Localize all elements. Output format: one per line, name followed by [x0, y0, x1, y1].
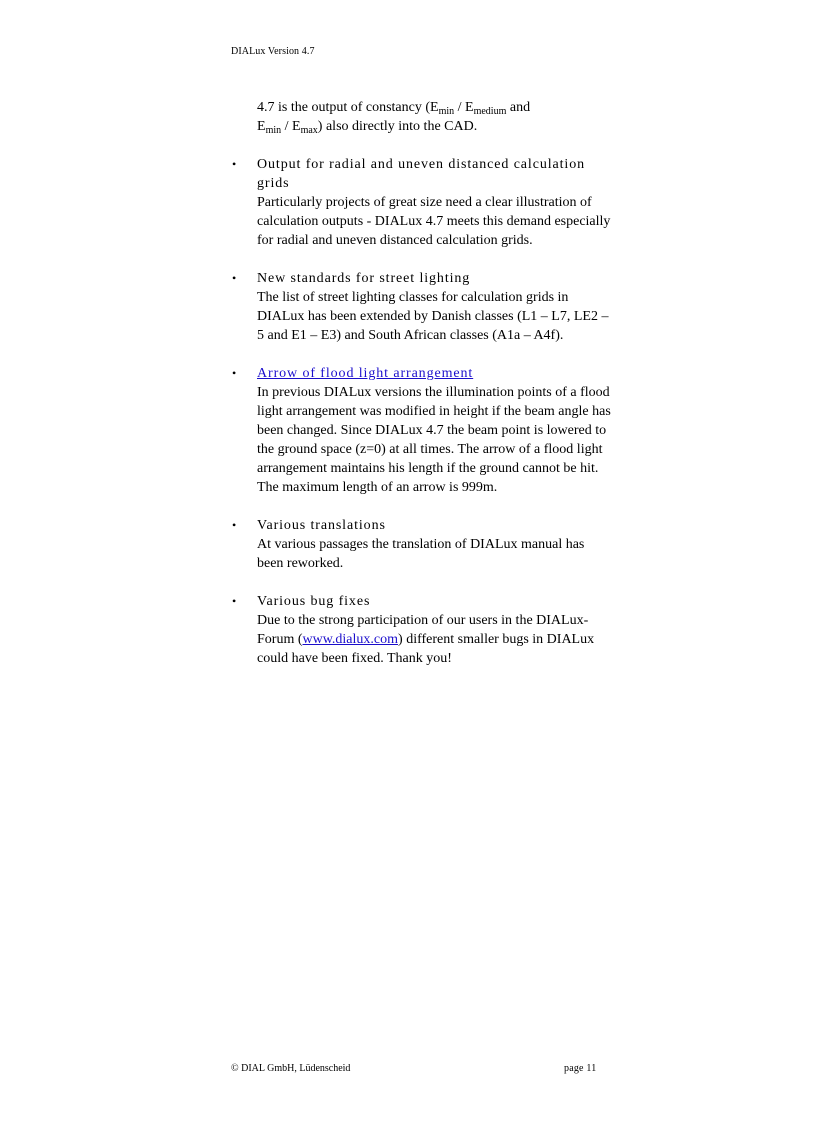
dialux-website-link[interactable]: www.dialux.com — [302, 632, 399, 647]
bullet-icon: • — [232, 271, 237, 285]
feature-list — [231, 155, 611, 668]
intro-line-1 — [257, 98, 611, 117]
item-title: Various translations — [257, 518, 386, 533]
list-item — [231, 516, 611, 573]
document-body — [231, 98, 611, 668]
list-item — [231, 155, 611, 250]
list-item — [231, 269, 611, 345]
subscript-min: min — [438, 106, 455, 117]
page-number: page 11 — [564, 1063, 597, 1074]
item-body-text: ) different smaller bugs in DIALux could have been fixed. Thank you! — [257, 632, 595, 666]
item-body: At various passages the translation of DIALux manual has been reworked. — [257, 537, 585, 571]
item-title: New standards for street lighting — [257, 271, 471, 286]
item-title: Various bug fixes — [257, 594, 371, 609]
bullet-icon: • — [232, 157, 237, 171]
subscript-medium: medium — [473, 106, 507, 117]
intro-paragraph — [257, 98, 611, 136]
subscript-max: max — [300, 125, 318, 136]
page-header: DIALux Version 4.7 — [231, 46, 315, 57]
intro-text: / E — [454, 100, 474, 115]
bullet-icon: • — [232, 518, 237, 532]
item-title: Output for radial and uneven distanced calculation grids — [257, 157, 586, 191]
flood-light-arrow-link[interactable]: Arrow of flood light arrangement — [257, 366, 474, 381]
subscript-min: min — [265, 125, 282, 136]
item-body: The list of street lighting classes for calculation grids in DIALux has been extended by Danish classes (L1 – L7, LE2 – 5 and E1 – E3) and South African classes (A1a – A4f). — [257, 290, 609, 343]
footer-copyright: © DIAL GmbH, Lüdenscheid — [231, 1063, 351, 1074]
item-body-text: Due to the strong participation of our users in the DIALux-Forum ( — [257, 613, 589, 647]
intro-text: E — [257, 119, 266, 134]
intro-text: / E — [281, 119, 301, 134]
intro-text: ) also directly into the CAD. — [317, 119, 478, 134]
intro-line-2 — [257, 117, 611, 136]
bullet-icon: • — [232, 366, 237, 380]
bullet-icon: • — [232, 594, 237, 608]
item-body — [257, 611, 611, 668]
list-item — [231, 592, 611, 668]
list-item — [231, 364, 611, 497]
intro-text: 4.7 is the output of constancy (E — [257, 100, 439, 115]
intro-text: and — [506, 100, 531, 115]
item-body: Particularly projects of great size need a clear illustration of calculation outputs - DIALux 4.7 meets this demand especially for radial and uneven distanced calculation grids. — [257, 195, 611, 248]
item-body: In previous DIALux versions the illumination points of a flood light arrangement was modified in height if the beam angle has been changed. Since DIALux 4.7 the beam point is lowered to the ground space (z=0) at all times. The arrow of a flood light arrangement maintains his length if the ground cannot be hit. The maximum length of an arrow is 999m. — [257, 385, 611, 495]
